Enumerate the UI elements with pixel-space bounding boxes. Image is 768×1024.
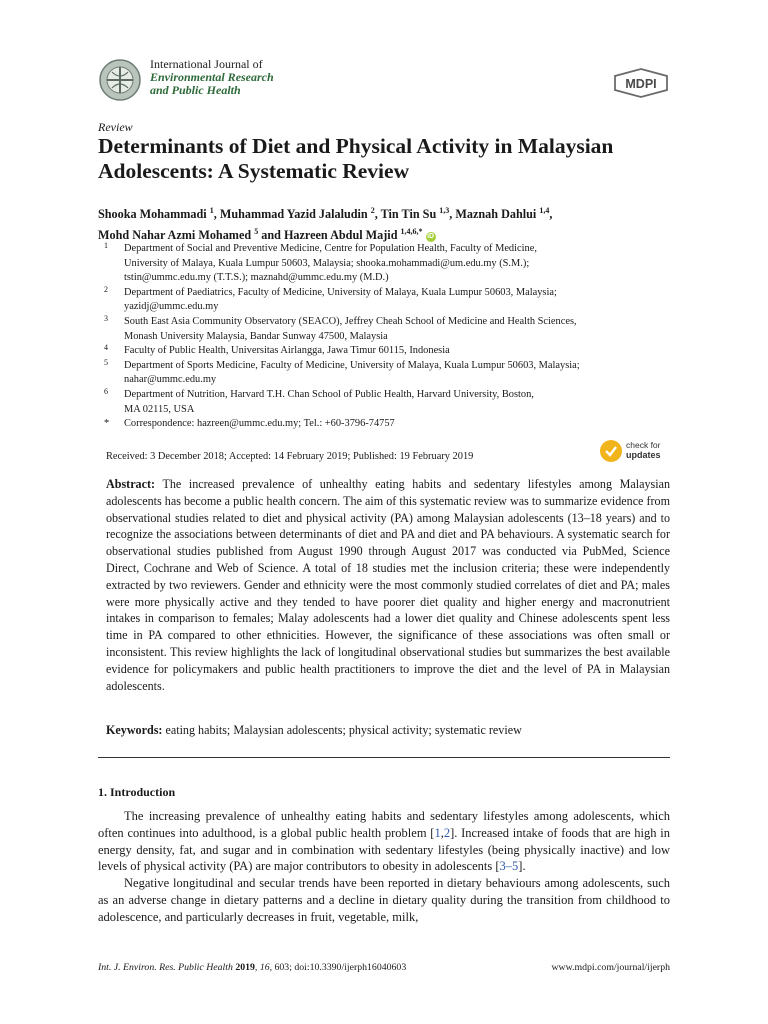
author-name: Tin Tin Su	[380, 207, 440, 222]
citation-separator: ,	[440, 825, 444, 840]
affiliation-number: 2	[104, 284, 108, 294]
correspondence-text: Correspondence: hazreen@ummc.edu.my; Tel.: +60-3796-74757	[124, 418, 395, 430]
orcid-icon[interactable]: iD	[427, 233, 435, 241]
affiliation-line: tstin@ummc.edu.my (T.T.S.); maznahd@ummc.edu.my (M.D.)	[124, 272, 389, 284]
affiliation-item	[104, 359, 674, 388]
check-updates-icon	[600, 440, 622, 462]
correspondence-mark: *	[104, 418, 110, 430]
affiliation-line: University of Malaya, Kuala Lumpur 50603, Malaysia; shooka.mohammadi@um.edu.my (S.M.);	[124, 257, 530, 269]
citation-link[interactable]: 3–5	[499, 859, 519, 874]
affiliation-line: Department of Nutrition, Harvard T.H. Chan School of Public Health, Harvard University, Boston,	[124, 388, 534, 400]
affiliation-line: MA 02115, USA	[124, 403, 195, 415]
author-name: Mohd Nahar Azmi Mohamed	[98, 228, 255, 243]
check-for-updates-button[interactable]	[600, 438, 672, 464]
author-affiliation-sup: 1,4	[539, 206, 550, 215]
mdpi-logo-icon	[612, 68, 670, 98]
affiliation-item	[104, 286, 674, 315]
affiliation-number: 3	[104, 313, 108, 323]
publication-dates: Received: 3 December 2018; Accepted: 14 February 2019; Published: 19 February 2019	[106, 451, 474, 462]
section-divider	[98, 757, 670, 758]
affiliation-number: 1	[104, 241, 108, 250]
keywords	[106, 723, 670, 738]
intro-p1-text-a: The increasing prevalence of unhealthy eating habits and sedentary lifestyles among adolescents, which often continues into adulthood, is a global public health problem [	[98, 809, 670, 840]
affiliation-line: South East Asia Community Observatory (SEACO), Jeffrey Cheah School of Medicine and Health Sciences,	[124, 315, 577, 327]
check-updates-line1: check for	[626, 440, 661, 450]
journal-name	[150, 58, 274, 97]
author-name: Shooka Mohammadi	[98, 207, 210, 222]
paper-title: Determinants of Diet and Physical Activity in Malaysian Adolescents: A Systematic Review	[98, 134, 614, 183]
abstract-text: The increased prevalence of unhealthy eating habits and sedentary lifestyles among Malaysian adolescents has become a public health concern. The aim of this systematic review was to summarize evidence from observational studies related to diet and physical activity (PA) among Malaysian adolescents (13–18 years) and to recognize the associations between determinants of diet and PA and diet and PA behaviours. A systematic search for observational studies published from August 1990 through August 2017 was conducted via PubMed, Science Direct, Cochrane and Web of Science. A total of 18 studies met the inclusion criteria; these were independently extracted by two reviewers. Gender and ethnicity were the most commonly studied correlates of diet and PA; males were more physically active and they tended to have poorer diet quality and higher energy and macronutrient intakes in comparison to females; Malay adolescents had a lower diet quality and Chinese adolescents spent less time in PA compared to other ethnicities. However, the significance of these associations was often small or inconsistent. This review highlights the lack of longitudinal observational studies but summarizes the best available evidence for policymakers and public health practitioners to improve the diet and the level of PA in Malaysian adolescents.	[106, 477, 670, 693]
affiliation-list	[104, 242, 674, 432]
author-affiliation-sup: 2	[370, 206, 375, 215]
author-name: Muhammad Yazid Jalaludin	[219, 207, 371, 222]
footer-citation: Int. J. Environ. Res. Public Health 2019, 16, 603; doi:10.3390/ijerph16040603	[98, 962, 407, 973]
affiliation-line: Monash University Malaysia, Bandar Sunway 47500, Malaysia	[124, 330, 388, 342]
footer-year: 2019	[235, 962, 255, 973]
affiliation-item	[104, 344, 674, 359]
correspondence	[104, 417, 674, 432]
affiliation-line: nahar@ummc.edu.my	[124, 374, 217, 386]
citation-link[interactable]: 2	[443, 825, 451, 840]
check-updates-line2: updates	[626, 450, 661, 460]
affiliation-item	[104, 315, 674, 344]
publisher-name: MDPI	[625, 77, 657, 91]
author-affiliation-sup: 1	[209, 206, 214, 215]
affiliation-number: 6	[104, 386, 108, 396]
affiliation-item	[104, 242, 674, 286]
journal-logo-icon	[98, 58, 142, 102]
affiliation-line: Department of Social and Preventive Medicine, Centre for Population Health, Faculty of Medicine,	[124, 243, 537, 254]
author-affiliation-sup: 1,4,6,*	[400, 227, 423, 237]
intro-p1-text-b: ]. Increased intake of foods that are high in energy density, fat, and sugar and in combination with sedentary lifestyles (being physically inactive) and low levels of physical activity (PA) are major contributors to obesity in adolescents [	[98, 825, 670, 874]
intro-paragraph-2: Negative longitudinal and secular trends have been reported in dietary behaviours among adolescents, such as an adverse change in dietary patterns and a decline in dietary quality during the transition from childhood to adolescence, and particularly decreases in fruit, vegetable, milk,	[98, 876, 670, 924]
affiliation-line: Department of Sports Medicine, Faculty of Medicine, University of Malaya, Kuala Lumpur 50603, Malaysia;	[124, 359, 580, 371]
affiliation-item	[104, 388, 674, 417]
article-type: Review	[98, 120, 133, 134]
citation-link[interactable]: 1	[434, 825, 441, 840]
affiliation-number: 4	[104, 343, 108, 353]
affiliation-line: Department of Paediatrics, Faculty of Medicine, University of Malaya, Kuala Lumpur 50603, Malaysia;	[124, 286, 557, 298]
affiliation-line: yazidj@ummc.edu.my	[124, 301, 219, 313]
abstract	[106, 476, 670, 694]
journal-name-line1: International Journal of	[150, 57, 263, 71]
journal-name-line2: Environmental Research	[150, 70, 274, 84]
footer-volume: 16	[259, 962, 270, 973]
author-affiliation-sup: 1,3	[439, 206, 450, 215]
journal-url-link[interactable]: www.mdpi.com/journal/ijerph	[551, 962, 670, 973]
affiliation-line: Faculty of Public Health, Universitas Airlangga, Jawa Timur 60115, Indonesia	[124, 345, 450, 357]
section-heading: 1. Introduction	[98, 785, 176, 799]
keywords-label: Keywords:	[106, 723, 163, 737]
footer-journal: Int. J. Environ. Res. Public Health	[98, 962, 233, 973]
intro-p1-text-c: ].	[518, 859, 526, 874]
keywords-text: eating habits; Malaysian adolescents; physical activity; systematic review	[165, 723, 522, 737]
author-name: Hazreen Abdul Majid	[283, 228, 401, 243]
check-updates-label	[626, 440, 661, 460]
affiliation-number: 5	[104, 357, 108, 367]
journal-name-line3: and Public Health	[150, 83, 241, 97]
intro-paragraph-1	[98, 808, 670, 875]
introduction-body	[98, 808, 670, 926]
footer-doi: , 603; doi:10.3390/ijerph16040603	[269, 962, 407, 973]
author-list: Shooka Mohammadi $^1$, Muhammad Yazid Jalaludin $^2$, Tin Tin Su $^{1,3}$, Maznah Dahlui $^{1,4}$, Mohd Nahar Azmi Mohamed $^5$ and Hazreen Abdul Majid $^{1,4,6,*}$ iD	[98, 206, 553, 243]
author-affiliation-sup: 5	[254, 227, 259, 237]
author-name: Maznah Dahlui	[455, 207, 540, 222]
abstract-label: Abstract:	[106, 477, 156, 491]
